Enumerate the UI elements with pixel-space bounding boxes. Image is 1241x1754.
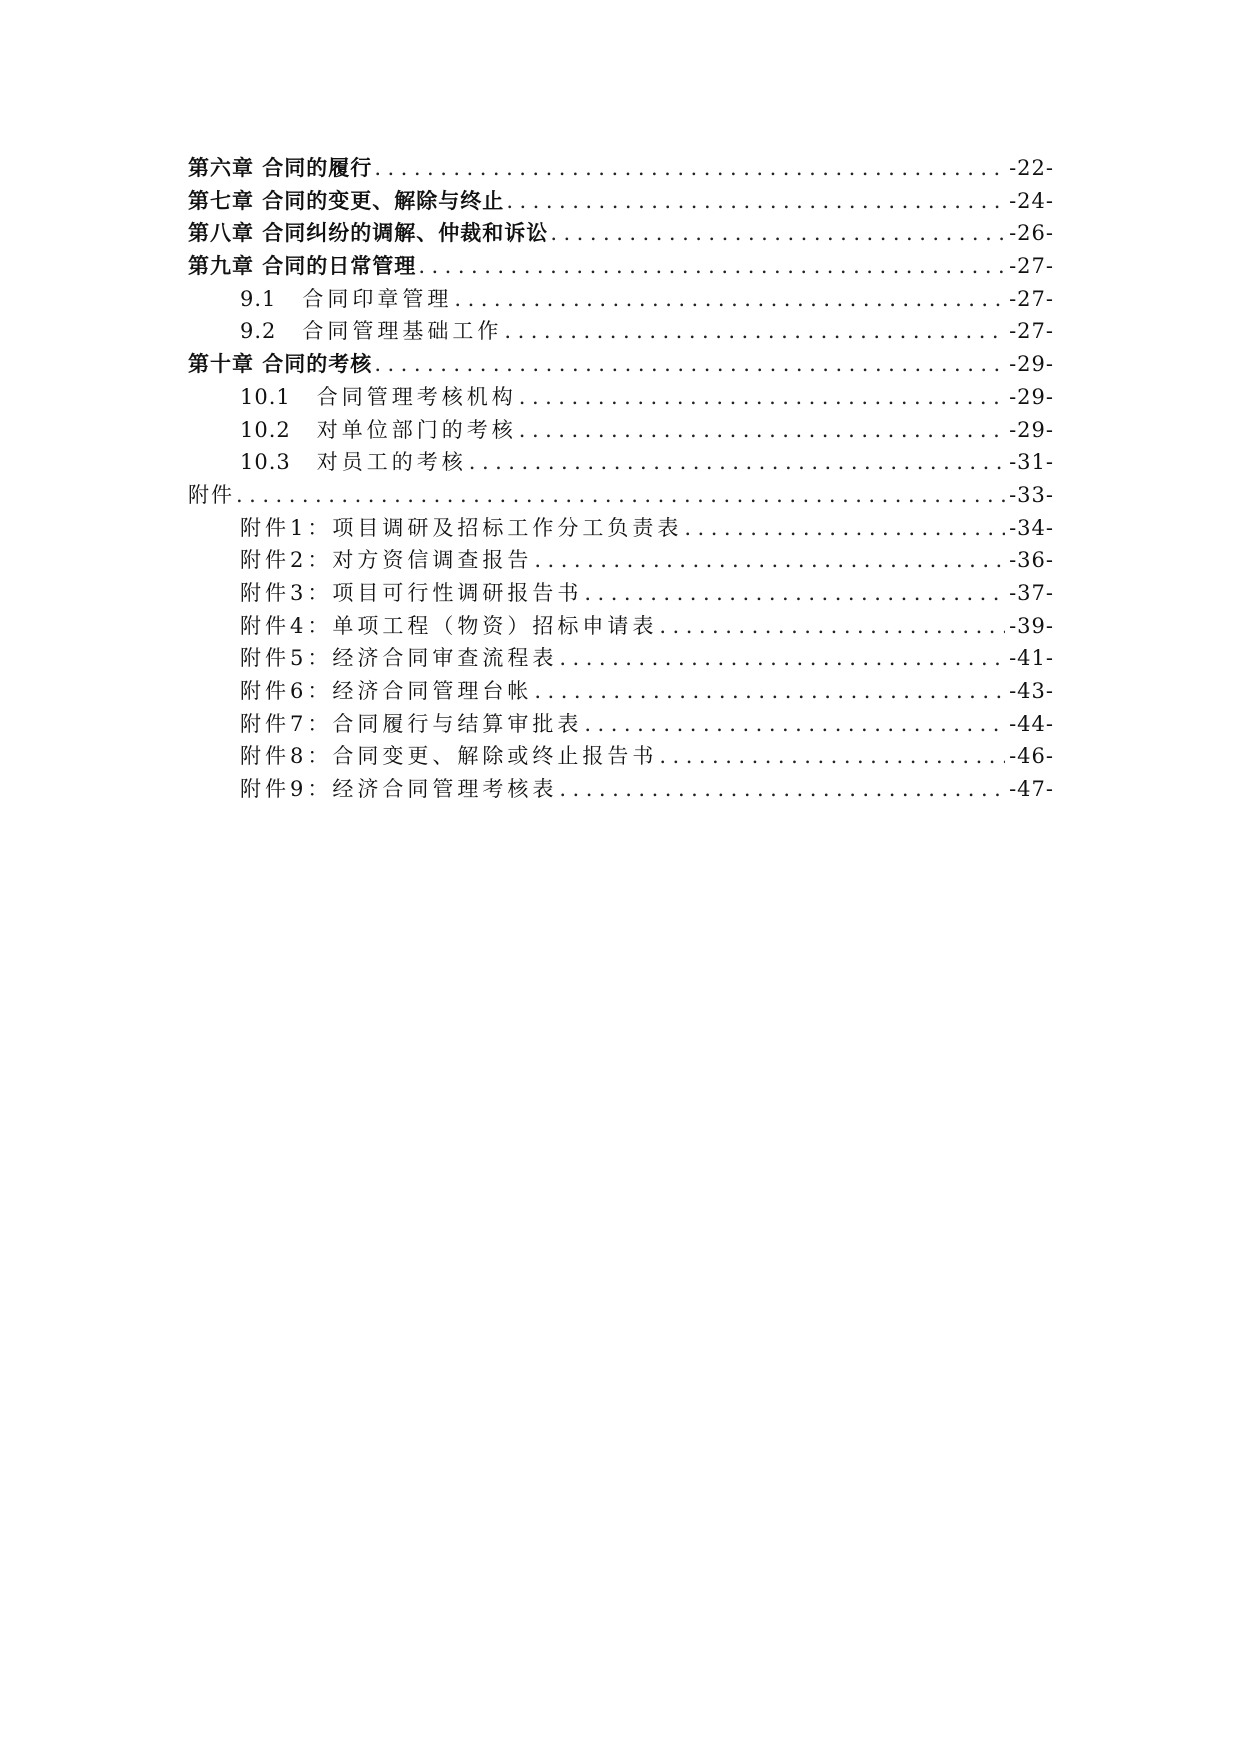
toc-entry-title: 附件6：经济合同管理台帐 xyxy=(240,679,533,703)
toc-entry-title: 附件1：项目调研及招标工作分工负责表 xyxy=(240,515,683,540)
toc-page-number: -41- xyxy=(1009,646,1054,671)
toc-entry-title: 附件 xyxy=(188,482,234,507)
toc-entry-appendix-3[interactable] xyxy=(188,577,1054,610)
toc-dot-leader xyxy=(454,283,1005,316)
toc-entry-appendix-7[interactable] xyxy=(188,708,1054,741)
toc-entry-title: 第十章 合同的考核 xyxy=(188,351,373,377)
toc-section-number: 10.1 xyxy=(240,384,291,409)
toc-entry-title: 附件9：经济合同管理考核表 xyxy=(240,777,558,802)
toc-dot-leader xyxy=(418,250,1005,283)
toc-entry-chapter-9[interactable] xyxy=(188,250,1054,283)
toc-entry-title: 第九章 合同的日常管理 xyxy=(188,253,417,279)
toc-entry-appendix-4[interactable] xyxy=(188,610,1054,643)
toc-entry-section-10-3[interactable] xyxy=(188,446,1054,479)
toc-entry-appendix-2[interactable] xyxy=(188,544,1054,577)
toc-section-number: 10.3 xyxy=(240,450,291,475)
toc-entry-title: 附件3：项目可行性调研报告书 xyxy=(240,580,583,605)
toc-entry-chapter-8[interactable] xyxy=(188,217,1054,250)
toc-entry-section-10-2[interactable] xyxy=(188,414,1054,447)
toc-dot-leader xyxy=(519,381,1005,414)
toc-section-number: 9.1 xyxy=(240,286,277,311)
toc-entry-title: 第七章 合同的变更、解除与终止 xyxy=(188,187,505,213)
toc-entry-section-9-2[interactable] xyxy=(188,315,1054,348)
toc-entry-title: 合同印章管理 xyxy=(302,286,453,311)
toc-entry-title: 附件7：合同履行与结算审批表 xyxy=(240,711,583,736)
toc-dot-leader xyxy=(550,217,1005,250)
toc-dot-leader xyxy=(559,642,1005,675)
toc-entry-appendix-1[interactable] xyxy=(188,512,1054,545)
toc-page-number: -46- xyxy=(1009,744,1054,769)
toc-page-number: -27- xyxy=(1009,319,1054,344)
toc-dot-leader xyxy=(584,708,1005,741)
toc-page-number: -34- xyxy=(1009,515,1054,540)
toc-entry-appendix-9[interactable] xyxy=(188,773,1054,806)
toc-entry-title: 合同管理基础工作 xyxy=(302,319,503,344)
toc-entry-appendix-5[interactable] xyxy=(188,642,1054,675)
toc-entry-chapter-10[interactable] xyxy=(188,348,1054,381)
toc-page-number: -47- xyxy=(1009,777,1054,802)
toc-dot-leader xyxy=(684,512,1005,545)
toc-entry-appendix[interactable] xyxy=(188,479,1054,512)
toc-dot-leader xyxy=(504,315,1005,348)
table-of-contents xyxy=(188,152,1054,806)
toc-section-number: 10.2 xyxy=(240,417,291,442)
toc-page-number: -31- xyxy=(1009,450,1054,475)
toc-dot-leader xyxy=(659,610,1005,643)
toc-dot-leader xyxy=(374,152,1005,185)
toc-page-number: -22- xyxy=(1009,156,1054,180)
toc-page-number: -29- xyxy=(1009,352,1054,377)
toc-dot-leader xyxy=(534,675,1005,708)
toc-dot-leader xyxy=(519,414,1005,447)
toc-entry-chapter-7[interactable] xyxy=(188,185,1054,218)
toc-entry-title: 合同管理考核机构 xyxy=(316,384,517,409)
toc-entry-title: 对员工的考核 xyxy=(316,450,467,475)
toc-entry-appendix-8[interactable] xyxy=(188,740,1054,773)
toc-dot-leader xyxy=(506,185,1005,218)
toc-entry-title: 第八章 合同纠纷的调解、仲裁和诉讼 xyxy=(188,220,549,246)
toc-dot-leader xyxy=(559,773,1005,806)
toc-entry-section-9-1[interactable] xyxy=(188,283,1054,316)
toc-entry-title: 对单位部门的考核 xyxy=(316,417,517,442)
toc-dot-leader xyxy=(469,446,1005,479)
toc-entry-appendix-6[interactable] xyxy=(188,675,1054,708)
toc-entry-title: 附件2：对方资信调查报告 xyxy=(240,548,533,573)
toc-page-number: -36- xyxy=(1009,548,1054,573)
toc-entry-title: 附件4：单项工程（物资）招标申请表 xyxy=(240,613,658,638)
toc-entry-title: 附件5：经济合同审查流程表 xyxy=(240,646,558,671)
toc-page-number: -27- xyxy=(1009,254,1054,279)
toc-dot-leader xyxy=(584,577,1005,610)
toc-page-number: -29- xyxy=(1009,384,1054,409)
toc-page-number: -27- xyxy=(1009,286,1054,311)
toc-page-number: -44- xyxy=(1009,711,1054,736)
toc-dot-leader xyxy=(236,479,1005,512)
toc-page-number: -39- xyxy=(1009,613,1054,638)
toc-entry-section-10-1[interactable] xyxy=(188,381,1054,414)
toc-entry-chapter-6[interactable] xyxy=(188,152,1054,185)
toc-dot-leader xyxy=(374,348,1005,381)
toc-page-number: -43- xyxy=(1009,679,1054,703)
toc-page-number: -24- xyxy=(1009,188,1054,213)
toc-section-number: 9.2 xyxy=(240,319,277,344)
toc-entry-title: 附件8：合同变更、解除或终止报告书 xyxy=(240,744,658,769)
toc-page-number: -29- xyxy=(1009,417,1054,442)
toc-page-number: -33- xyxy=(1009,482,1054,507)
toc-dot-leader xyxy=(659,740,1005,773)
toc-page-number: -37- xyxy=(1009,580,1054,605)
toc-entry-title: 第六章 合同的履行 xyxy=(188,155,373,180)
toc-dot-leader xyxy=(534,544,1005,577)
toc-page-number: -26- xyxy=(1009,221,1054,246)
